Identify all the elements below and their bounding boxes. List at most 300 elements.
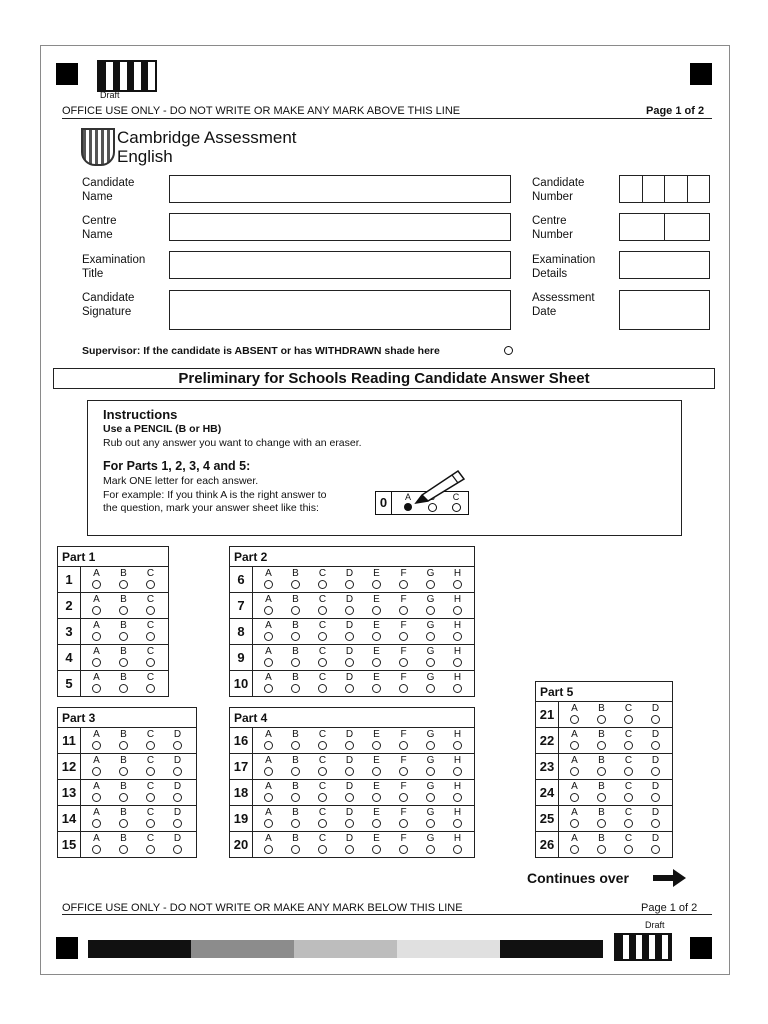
answer-option[interactable] bbox=[309, 645, 336, 670]
answer-option[interactable] bbox=[83, 619, 110, 644]
answer-bubble[interactable] bbox=[453, 632, 462, 641]
answer-bubble[interactable] bbox=[92, 819, 101, 828]
answer-bubble[interactable] bbox=[453, 767, 462, 776]
answer-bubble[interactable] bbox=[119, 684, 128, 693]
answer-option[interactable] bbox=[363, 645, 390, 670]
answer-bubble[interactable] bbox=[318, 819, 327, 828]
answer-option[interactable] bbox=[561, 754, 588, 779]
answer-bubble[interactable] bbox=[318, 793, 327, 802]
answer-option[interactable] bbox=[282, 832, 309, 857]
answer-option[interactable] bbox=[164, 780, 191, 805]
answer-bubble[interactable] bbox=[119, 741, 128, 750]
answer-bubble[interactable] bbox=[453, 658, 462, 667]
answer-bubble[interactable] bbox=[399, 767, 408, 776]
answer-option[interactable] bbox=[255, 593, 282, 618]
answer-option[interactable] bbox=[282, 806, 309, 831]
answer-bubble[interactable] bbox=[570, 793, 579, 802]
answer-bubble[interactable] bbox=[453, 684, 462, 693]
question-row bbox=[230, 832, 474, 857]
answer-option[interactable] bbox=[615, 728, 642, 753]
answer-option[interactable] bbox=[282, 567, 309, 592]
answer-option[interactable] bbox=[309, 593, 336, 618]
answer-option[interactable] bbox=[336, 671, 363, 696]
answer-option[interactable] bbox=[83, 671, 110, 696]
answer-bubble[interactable] bbox=[345, 819, 354, 828]
answer-bubble[interactable] bbox=[426, 606, 435, 615]
answer-bubble[interactable] bbox=[119, 606, 128, 615]
centre-number-field[interactable] bbox=[619, 213, 710, 241]
question-number: 9 bbox=[230, 645, 253, 670]
answer-bubble[interactable] bbox=[624, 741, 633, 750]
answer-option[interactable] bbox=[164, 832, 191, 857]
answer-option[interactable] bbox=[255, 754, 282, 779]
candidate-signature-field[interactable] bbox=[169, 290, 511, 330]
answer-option[interactable] bbox=[390, 754, 417, 779]
answer-option[interactable] bbox=[336, 593, 363, 618]
answer-bubble[interactable] bbox=[345, 793, 354, 802]
answer-bubble[interactable] bbox=[146, 632, 155, 641]
answer-bubble[interactable] bbox=[318, 767, 327, 776]
answer-option[interactable] bbox=[561, 832, 588, 857]
answer-bubble[interactable] bbox=[92, 606, 101, 615]
answer-bubble[interactable] bbox=[399, 819, 408, 828]
answer-bubble[interactable] bbox=[624, 845, 633, 854]
answer-bubble[interactable] bbox=[372, 819, 381, 828]
answer-bubble[interactable] bbox=[318, 658, 327, 667]
answer-option[interactable] bbox=[444, 671, 471, 696]
answer-bubble[interactable] bbox=[264, 767, 273, 776]
answer-bubble[interactable] bbox=[146, 793, 155, 802]
answer-bubble[interactable] bbox=[318, 606, 327, 615]
answer-bubble[interactable] bbox=[372, 845, 381, 854]
answer-option[interactable] bbox=[417, 567, 444, 592]
centre-name-field[interactable] bbox=[169, 213, 511, 241]
answer-bubble[interactable] bbox=[399, 684, 408, 693]
answer-option[interactable] bbox=[83, 832, 110, 857]
answer-option[interactable] bbox=[83, 728, 110, 753]
answer-bubble[interactable] bbox=[92, 684, 101, 693]
answer-option[interactable] bbox=[642, 780, 669, 805]
answer-bubble[interactable] bbox=[426, 632, 435, 641]
answer-option[interactable] bbox=[417, 806, 444, 831]
answer-option[interactable] bbox=[83, 780, 110, 805]
answer-option[interactable] bbox=[137, 780, 164, 805]
answer-option[interactable] bbox=[309, 567, 336, 592]
answer-option[interactable] bbox=[336, 754, 363, 779]
answer-bubble[interactable] bbox=[651, 845, 660, 854]
answer-option[interactable] bbox=[137, 754, 164, 779]
answer-option[interactable] bbox=[444, 832, 471, 857]
answer-option[interactable] bbox=[255, 728, 282, 753]
answer-option[interactable] bbox=[642, 754, 669, 779]
answer-bubble[interactable] bbox=[92, 767, 101, 776]
answer-bubble[interactable] bbox=[318, 684, 327, 693]
answer-option[interactable] bbox=[390, 567, 417, 592]
answer-option[interactable] bbox=[390, 593, 417, 618]
answer-option[interactable] bbox=[282, 671, 309, 696]
answer-option[interactable] bbox=[363, 728, 390, 753]
answer-option[interactable] bbox=[363, 567, 390, 592]
answer-bubble[interactable] bbox=[372, 767, 381, 776]
answer-option[interactable] bbox=[309, 780, 336, 805]
answer-option[interactable] bbox=[336, 806, 363, 831]
answer-option[interactable] bbox=[255, 832, 282, 857]
answer-bubble[interactable] bbox=[651, 793, 660, 802]
answer-bubble[interactable] bbox=[597, 715, 606, 724]
answer-option[interactable] bbox=[363, 619, 390, 644]
answer-option[interactable] bbox=[588, 806, 615, 831]
answer-option[interactable] bbox=[561, 728, 588, 753]
answer-option[interactable] bbox=[336, 567, 363, 592]
answer-option[interactable] bbox=[83, 645, 110, 670]
answer-bubble[interactable] bbox=[345, 767, 354, 776]
answer-bubble[interactable] bbox=[453, 741, 462, 750]
answer-option[interactable] bbox=[282, 780, 309, 805]
answer-bubble[interactable] bbox=[597, 767, 606, 776]
answer-option[interactable] bbox=[417, 754, 444, 779]
answer-bubble[interactable] bbox=[426, 767, 435, 776]
answer-bubble[interactable] bbox=[426, 845, 435, 854]
answer-option[interactable] bbox=[561, 702, 588, 727]
answer-option[interactable] bbox=[561, 806, 588, 831]
answer-bubble[interactable] bbox=[624, 715, 633, 724]
answer-bubble[interactable] bbox=[426, 793, 435, 802]
answer-bubble[interactable] bbox=[173, 819, 182, 828]
answer-option[interactable] bbox=[615, 832, 642, 857]
answer-bubble[interactable] bbox=[624, 767, 633, 776]
answer-option[interactable] bbox=[137, 806, 164, 831]
answer-option[interactable] bbox=[390, 728, 417, 753]
answer-bubble[interactable] bbox=[399, 606, 408, 615]
answer-bubble[interactable] bbox=[426, 658, 435, 667]
answer-bubble[interactable] bbox=[291, 845, 300, 854]
answer-bubble[interactable] bbox=[291, 793, 300, 802]
answer-option[interactable] bbox=[417, 832, 444, 857]
answer-bubble[interactable] bbox=[291, 819, 300, 828]
exam-title-field[interactable] bbox=[169, 251, 511, 279]
answer-bubble[interactable] bbox=[146, 658, 155, 667]
answer-option[interactable] bbox=[137, 728, 164, 753]
answer-option[interactable] bbox=[282, 619, 309, 644]
answer-option[interactable] bbox=[137, 593, 164, 618]
answer-bubble[interactable] bbox=[570, 715, 579, 724]
answer-bubble[interactable] bbox=[146, 606, 155, 615]
answer-option[interactable] bbox=[417, 780, 444, 805]
answer-bubble[interactable] bbox=[264, 684, 273, 693]
answer-option[interactable] bbox=[110, 619, 137, 644]
answer-bubble[interactable] bbox=[399, 845, 408, 854]
answer-option[interactable] bbox=[336, 645, 363, 670]
answer-option[interactable] bbox=[164, 806, 191, 831]
answer-bubble[interactable] bbox=[291, 684, 300, 693]
answer-bubble[interactable] bbox=[318, 580, 327, 589]
answer-bubble[interactable] bbox=[570, 819, 579, 828]
answer-bubble[interactable] bbox=[570, 767, 579, 776]
answer-option[interactable] bbox=[255, 671, 282, 696]
answer-option[interactable] bbox=[615, 780, 642, 805]
answer-bubble[interactable] bbox=[624, 819, 633, 828]
answer-option[interactable] bbox=[110, 567, 137, 592]
answer-option[interactable] bbox=[417, 619, 444, 644]
answer-option[interactable] bbox=[336, 728, 363, 753]
answer-bubble[interactable] bbox=[426, 741, 435, 750]
answer-option[interactable] bbox=[110, 832, 137, 857]
answer-bubble[interactable] bbox=[399, 741, 408, 750]
question-row bbox=[58, 780, 196, 806]
answer-option[interactable] bbox=[363, 780, 390, 805]
answer-option[interactable] bbox=[110, 645, 137, 670]
answer-bubble[interactable] bbox=[92, 658, 101, 667]
answer-option[interactable] bbox=[255, 619, 282, 644]
answer-option[interactable] bbox=[588, 832, 615, 857]
answer-bubble[interactable] bbox=[119, 793, 128, 802]
answer-bubble[interactable] bbox=[264, 632, 273, 641]
answer-option[interactable] bbox=[390, 780, 417, 805]
answer-bubble[interactable] bbox=[92, 741, 101, 750]
answer-option[interactable] bbox=[110, 728, 137, 753]
answer-option[interactable] bbox=[137, 645, 164, 670]
answer-bubble[interactable] bbox=[264, 819, 273, 828]
option-letter: C bbox=[146, 755, 155, 766]
candidate-number-field[interactable] bbox=[619, 175, 710, 203]
answer-bubble[interactable] bbox=[264, 845, 273, 854]
option-letter: D bbox=[345, 729, 354, 740]
answer-bubble[interactable] bbox=[291, 580, 300, 589]
answer-bubble[interactable] bbox=[399, 793, 408, 802]
answer-bubble[interactable] bbox=[146, 741, 155, 750]
answer-bubble[interactable] bbox=[146, 684, 155, 693]
answer-bubble[interactable] bbox=[651, 767, 660, 776]
answer-bubble[interactable] bbox=[291, 741, 300, 750]
answer-bubble[interactable] bbox=[173, 741, 182, 750]
question-row bbox=[58, 806, 196, 832]
answer-bubble[interactable] bbox=[119, 632, 128, 641]
answer-option[interactable] bbox=[615, 806, 642, 831]
top-divider bbox=[62, 118, 712, 119]
answer-bubble[interactable] bbox=[570, 741, 579, 750]
answer-bubble[interactable] bbox=[318, 845, 327, 854]
answer-option[interactable] bbox=[164, 728, 191, 753]
answer-option[interactable] bbox=[444, 728, 471, 753]
answer-bubble[interactable] bbox=[597, 741, 606, 750]
answer-bubble[interactable] bbox=[372, 793, 381, 802]
answer-bubble[interactable] bbox=[291, 658, 300, 667]
answer-option[interactable] bbox=[282, 728, 309, 753]
answer-option[interactable] bbox=[444, 754, 471, 779]
draft-label-bottom: Draft bbox=[645, 920, 665, 930]
answer-option[interactable] bbox=[444, 619, 471, 644]
answer-bubble[interactable] bbox=[453, 580, 462, 589]
option-letter: H bbox=[453, 646, 462, 657]
answer-option[interactable] bbox=[282, 593, 309, 618]
answer-bubble[interactable] bbox=[146, 767, 155, 776]
answer-option[interactable] bbox=[417, 728, 444, 753]
answer-bubble[interactable] bbox=[146, 845, 155, 854]
answer-option[interactable] bbox=[417, 593, 444, 618]
answer-option[interactable] bbox=[363, 754, 390, 779]
answer-option[interactable] bbox=[309, 728, 336, 753]
answer-option[interactable] bbox=[282, 754, 309, 779]
answer-bubble[interactable] bbox=[264, 741, 273, 750]
answer-option[interactable] bbox=[255, 567, 282, 592]
answer-option[interactable] bbox=[110, 593, 137, 618]
answer-option[interactable] bbox=[83, 567, 110, 592]
answer-option[interactable] bbox=[363, 593, 390, 618]
candidate-name-field[interactable] bbox=[169, 175, 511, 203]
answer-bubble[interactable] bbox=[651, 715, 660, 724]
answer-bubble[interactable] bbox=[345, 741, 354, 750]
answer-bubble[interactable] bbox=[345, 658, 354, 667]
answer-option[interactable] bbox=[110, 780, 137, 805]
answer-bubble[interactable] bbox=[264, 793, 273, 802]
answer-option[interactable] bbox=[588, 728, 615, 753]
answer-bubble[interactable] bbox=[146, 819, 155, 828]
answer-bubble[interactable] bbox=[318, 632, 327, 641]
answer-bubble[interactable] bbox=[453, 819, 462, 828]
answer-option[interactable] bbox=[561, 780, 588, 805]
answer-option[interactable] bbox=[363, 671, 390, 696]
answer-option[interactable] bbox=[417, 671, 444, 696]
answer-bubble[interactable] bbox=[345, 580, 354, 589]
answer-option[interactable] bbox=[282, 645, 309, 670]
answer-option[interactable] bbox=[309, 806, 336, 831]
answer-bubble[interactable] bbox=[651, 819, 660, 828]
answer-option[interactable] bbox=[336, 619, 363, 644]
answer-bubble[interactable] bbox=[453, 793, 462, 802]
answer-option[interactable] bbox=[642, 832, 669, 857]
answer-option[interactable] bbox=[444, 806, 471, 831]
answer-bubble[interactable] bbox=[345, 606, 354, 615]
answer-bubble[interactable] bbox=[173, 793, 182, 802]
answer-option[interactable] bbox=[444, 645, 471, 670]
answer-bubble[interactable] bbox=[372, 580, 381, 589]
answer-option[interactable] bbox=[588, 702, 615, 727]
exam-details-field[interactable] bbox=[619, 251, 710, 279]
answer-option[interactable] bbox=[110, 806, 137, 831]
absent-bubble[interactable] bbox=[504, 346, 513, 355]
answer-option[interactable] bbox=[444, 567, 471, 592]
answer-option[interactable] bbox=[642, 728, 669, 753]
answer-bubble[interactable] bbox=[372, 632, 381, 641]
answer-option[interactable] bbox=[615, 702, 642, 727]
answer-bubble[interactable] bbox=[453, 606, 462, 615]
answer-bubble[interactable] bbox=[173, 845, 182, 854]
answer-bubble[interactable] bbox=[92, 845, 101, 854]
answer-bubble[interactable] bbox=[372, 658, 381, 667]
answer-option[interactable] bbox=[309, 832, 336, 857]
answer-option[interactable] bbox=[83, 593, 110, 618]
answer-bubble[interactable] bbox=[426, 819, 435, 828]
answer-bubble[interactable] bbox=[264, 658, 273, 667]
answer-bubble[interactable] bbox=[345, 632, 354, 641]
answer-bubble[interactable] bbox=[624, 793, 633, 802]
answer-bubble[interactable] bbox=[119, 767, 128, 776]
answer-option[interactable] bbox=[83, 806, 110, 831]
answer-bubble[interactable] bbox=[570, 845, 579, 854]
answer-bubble[interactable] bbox=[345, 684, 354, 693]
answer-bubble[interactable] bbox=[399, 580, 408, 589]
instruction-eraser: Rub out any answer you want to change with an eraser. bbox=[103, 437, 362, 449]
answer-bubble[interactable] bbox=[453, 845, 462, 854]
answer-option[interactable] bbox=[417, 645, 444, 670]
answer-bubble[interactable] bbox=[264, 580, 273, 589]
answer-bubble[interactable] bbox=[92, 580, 101, 589]
answer-bubble[interactable] bbox=[92, 632, 101, 641]
answer-option[interactable] bbox=[137, 619, 164, 644]
answer-option[interactable] bbox=[309, 671, 336, 696]
answer-option[interactable] bbox=[588, 780, 615, 805]
answer-option[interactable] bbox=[390, 619, 417, 644]
answer-bubble[interactable] bbox=[264, 606, 273, 615]
answer-option[interactable] bbox=[444, 780, 471, 805]
answer-option[interactable] bbox=[137, 832, 164, 857]
answer-option[interactable] bbox=[110, 671, 137, 696]
answer-bubble[interactable] bbox=[597, 819, 606, 828]
answer-bubble[interactable] bbox=[399, 658, 408, 667]
assessment-date-field[interactable] bbox=[619, 290, 710, 330]
answer-bubble[interactable] bbox=[597, 793, 606, 802]
answer-option[interactable] bbox=[255, 780, 282, 805]
answer-option[interactable] bbox=[642, 806, 669, 831]
answer-bubble[interactable] bbox=[426, 580, 435, 589]
answer-option[interactable] bbox=[255, 645, 282, 670]
answer-bubble[interactable] bbox=[651, 741, 660, 750]
answer-bubble[interactable] bbox=[119, 819, 128, 828]
option-letter: A bbox=[93, 755, 100, 766]
answer-bubble[interactable] bbox=[372, 741, 381, 750]
answer-option[interactable] bbox=[390, 806, 417, 831]
answer-bubble[interactable] bbox=[173, 767, 182, 776]
answer-bubble[interactable] bbox=[92, 793, 101, 802]
answer-bubble[interactable] bbox=[291, 767, 300, 776]
option-letter: A bbox=[265, 755, 272, 766]
answer-bubble[interactable] bbox=[291, 632, 300, 641]
answer-bubble[interactable] bbox=[318, 741, 327, 750]
answer-bubble[interactable] bbox=[426, 684, 435, 693]
option-letter: D bbox=[173, 833, 182, 844]
answer-option[interactable] bbox=[110, 754, 137, 779]
answer-option[interactable] bbox=[83, 754, 110, 779]
answer-option[interactable] bbox=[137, 567, 164, 592]
answer-option[interactable] bbox=[336, 832, 363, 857]
answer-option[interactable] bbox=[137, 671, 164, 696]
answer-option[interactable] bbox=[309, 619, 336, 644]
answer-bubble[interactable] bbox=[345, 845, 354, 854]
answer-option[interactable] bbox=[588, 754, 615, 779]
answer-option[interactable] bbox=[309, 754, 336, 779]
answer-option[interactable] bbox=[336, 780, 363, 805]
answer-option[interactable] bbox=[390, 645, 417, 670]
answer-option[interactable] bbox=[390, 832, 417, 857]
answer-bubble[interactable] bbox=[372, 606, 381, 615]
answer-option[interactable] bbox=[255, 806, 282, 831]
answer-bubble[interactable] bbox=[372, 684, 381, 693]
answer-bubble[interactable] bbox=[291, 606, 300, 615]
answer-option[interactable] bbox=[642, 702, 669, 727]
answer-bubble[interactable] bbox=[119, 845, 128, 854]
answer-bubble[interactable] bbox=[146, 580, 155, 589]
answer-option[interactable] bbox=[444, 593, 471, 618]
answer-bubble[interactable] bbox=[119, 658, 128, 667]
answer-option[interactable] bbox=[363, 806, 390, 831]
answer-option[interactable] bbox=[363, 832, 390, 857]
answer-bubble[interactable] bbox=[399, 632, 408, 641]
answer-bubble[interactable] bbox=[119, 580, 128, 589]
answer-option[interactable] bbox=[615, 754, 642, 779]
answer-option[interactable] bbox=[390, 671, 417, 696]
answer-bubble[interactable] bbox=[597, 845, 606, 854]
answer-option[interactable] bbox=[164, 754, 191, 779]
